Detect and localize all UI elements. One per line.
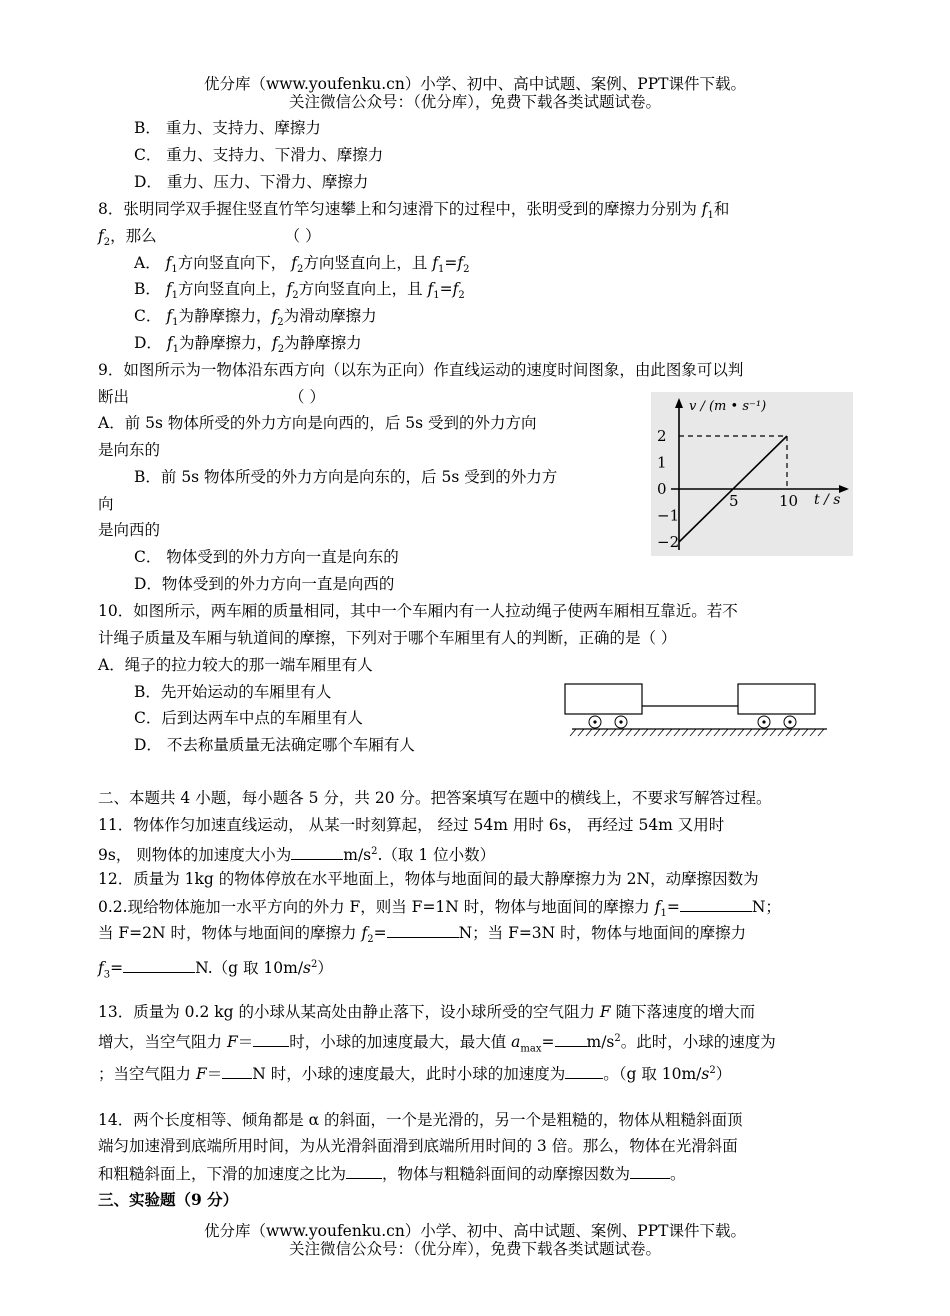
answer-blank xyxy=(291,844,343,860)
answer-blank xyxy=(630,1163,670,1179)
q12-line-4: $f_3= N.(g$ 取 $10m/s^2$） xyxy=(98,959,333,981)
header-line-1: 优分库（www.youfenku.cn）小学、初中、高中试题、案例、PPT课件下载。 xyxy=(203,75,747,93)
q11-line-1: 11．物体作匀加速直线运动， 从某一时刻算起， 经过 54m 用时 6s， 再经过 54m 又用时 xyxy=(98,816,725,834)
wheel-hub xyxy=(762,720,765,723)
q10-option-d: D． 不去称量质量无法确定哪个车厢有人 xyxy=(134,736,415,754)
q9-line-2: 断出 （ ） xyxy=(98,388,325,406)
header-line-2: 关注微信公众号：（优分库），免费下载各类试题试卷。 xyxy=(288,93,661,111)
velocity-time-graph xyxy=(651,392,853,556)
answer-blank xyxy=(346,1163,382,1179)
q8-line-1: 8．张明同学双手握住竖直竹竿匀速攀上和匀速滑下的过程中，张明受到的摩擦力分别为 $f_1$和 xyxy=(98,200,730,222)
q10-option-b: B．先开始运动的车厢里有人 xyxy=(134,683,332,701)
wheel-hub xyxy=(619,720,622,723)
q14-line-1: 14．两个长度相等、倾角都是 α 的斜面，一个是光滑的，另一个是粗糙的，物体从粗糙斜面顶 xyxy=(98,1111,743,1129)
answer-blank xyxy=(387,922,459,938)
q7-option-c: C． 重力、支持力、下滑力、摩擦力 xyxy=(134,146,384,164)
two-carriages-figure xyxy=(562,678,832,740)
q13-line-3: ；当空气阻力 F＝ N 时，小球的速度最大，此时小球的加速度为 。（g 取 $10m/s^2$） xyxy=(98,1065,732,1084)
q9-option-d: D．物体受到的外力方向一直是向西的 xyxy=(134,575,395,593)
y-axis-label: v / (m • s⁻¹) xyxy=(689,399,767,414)
answer-blank xyxy=(253,1031,289,1047)
x-tick-label: 5 xyxy=(729,492,739,510)
answer-blank xyxy=(222,1063,252,1079)
x-axis-label: t / s xyxy=(814,492,841,508)
answer-blank xyxy=(555,1031,587,1047)
q9-line-1: 9．如图所示为一物体沿东西方向（以东为正向）作直线运动的速度时间图象，由此图象可以判 xyxy=(98,361,744,379)
y-tick-label: −1 xyxy=(657,506,680,525)
left-carriage xyxy=(565,684,642,714)
q12-line-2: 0.2.现给物体施加一水平方向的外力 F，则当 F=1N 时，物体与地面间的摩擦力 $f_1= N$； xyxy=(98,898,781,920)
q10-line-2: 计绳子质量及车厢与轨道间的摩擦，下列对于哪个车厢里有人的判断，正确的是（ ） xyxy=(98,629,677,647)
wheel-hub xyxy=(593,720,596,723)
footer-line-1: 优分库（www.youfenku.cn）小学、初中、高中试题、案例、PPT课件下载。 xyxy=(203,1222,747,1240)
y-tick-label: −2 xyxy=(657,533,680,551)
right-carriage xyxy=(738,684,815,714)
q9-option-a-1: A．前 5s 物体所受的外力方向是向西的，后 5s 受到的外力方向 xyxy=(98,414,537,432)
answer-blank xyxy=(565,1063,603,1079)
q9-option-c: C． 物体受到的外力方向一直是向东的 xyxy=(134,548,399,566)
q8-line-2: $f_2$，那么 （ ） xyxy=(98,227,321,249)
q10-option-c: C．后到达两车中点的车厢里有人 xyxy=(134,709,363,727)
track-hatching xyxy=(570,729,824,736)
q9-option-a-2: 是向东的 xyxy=(98,441,161,459)
q8-option-b: B． $f_1$方向竖直向上，$f_2$方向竖直向上，且 $f_1=f_2$ xyxy=(134,280,465,302)
q9-option-b-2: 向 xyxy=(98,495,114,513)
q9-option-b-3: 是向西的 xyxy=(98,521,161,539)
q9-option-b-1: B．前 5s 物体所受的外力方向是向东的，后 5s 受到的外力方 xyxy=(134,468,558,486)
answer-blank xyxy=(680,896,752,912)
q11-line-2: 9s， 则物体的加速度大小为 $m/s^2$.（取 1 位小数） xyxy=(98,846,496,865)
q12-line-3: 当 F=2N 时，物体与地面间的摩擦力 $f_2= N$；当 F=3N 时，物体与地面间的摩擦力 xyxy=(98,924,747,946)
answer-blank xyxy=(123,957,195,973)
section-3-title: 三、实验题（9 分） xyxy=(98,1190,239,1209)
q7-option-b: B． 重力、支持力、摩擦力 xyxy=(134,119,321,137)
q8-option-c: C． $f_1$为静摩擦力，$f_2$为滑动摩擦力 xyxy=(134,307,377,329)
x-tick-label: 10 xyxy=(779,492,799,510)
y-tick-label: 2 xyxy=(657,427,667,445)
q12-line-1: 12．质量为 1kg 的物体停放在水平地面上，物体与地面间的最大静摩擦力为 2N，动摩擦因数为 xyxy=(98,870,759,888)
q13-line-2: 增大，当空气阻力 F＝ 时，小球的加速度最大，最大值 $a_{max}= m/s^2$。此时，小球的速度为 xyxy=(98,1033,776,1055)
q10-option-a: A．绳子的拉力较大的那一端车厢里有人 xyxy=(98,656,373,674)
q8-option-d: D． $f_1$为静摩擦力，$f_2$为静摩擦力 xyxy=(134,334,362,356)
q10-line-1: 10．如图所示，两车厢的质量相同，其中一个车厢内有一人拉动绳子使两车厢相互靠近。若不 xyxy=(98,602,738,620)
y-tick-label: 1 xyxy=(657,453,667,472)
q13-line-1: 13．质量为 0.2 kg 的小球从某高处由静止落下，设小球所受的空气阻力 F 随下落速度的增大而 xyxy=(98,1003,756,1021)
q14-line-2: 端匀加速滑到底端所用时间，为从光滑斜面滑到底端所用时间的 3 倍。那么，物体在光滑斜面 xyxy=(98,1137,738,1155)
q14-line-3: 和粗糙斜面上，下滑的加速度之比为 ，物体与粗糙斜面间的动摩擦因数为 。 xyxy=(98,1165,686,1183)
section-2-title: 二、本题共 4 小题，每小题各 5 分，共 20 分。把答案填写在题中的横线上，不要求写解答过程。 xyxy=(98,789,772,807)
q7-option-d: D． 重力、压力、下滑力、摩擦力 xyxy=(134,173,369,191)
graph-background xyxy=(651,392,853,556)
wheel-hub xyxy=(788,720,791,723)
footer-line-2: 关注微信公众号：（优分库），免费下载各类试题试卷。 xyxy=(288,1240,661,1258)
q8-option-a: A． $f_1$方向竖直向下， $f_2$方向竖直向上，且 $f_1=f_2$ xyxy=(134,254,470,276)
y-tick-label: 0 xyxy=(657,480,667,498)
